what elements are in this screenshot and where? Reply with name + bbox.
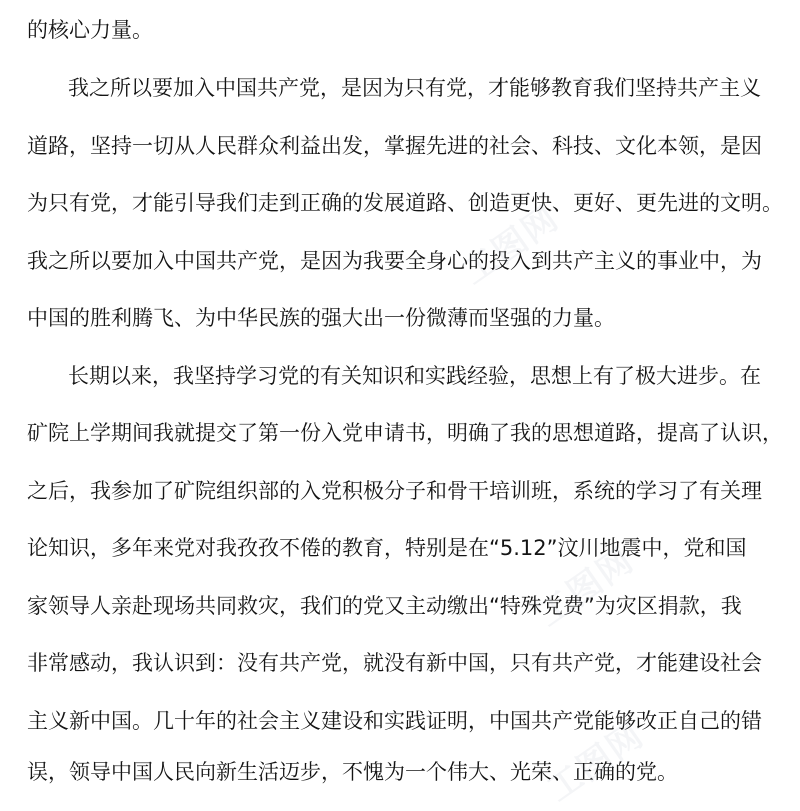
text-line: 主义新中国。几十年的社会主义建设和实践证明，中国共产党能够改正自己的错 <box>27 709 762 733</box>
text-line: 中国的胜利腾飞、为中华民族的强大出一份微薄而坚强的力量。 <box>27 306 615 330</box>
watermark: 工图网 <box>540 715 652 810</box>
text-line: 之后，我参加了矿院组织部的入党积极分子和骨干培训班，系统的学习了有关理 <box>27 479 762 503</box>
text-line: 非常感动，我认识到：没有共产党，就没有新中国，只有共产党，才能建设社会 <box>27 651 762 675</box>
text-line: 论知识，多年来党对我孜孜不倦的教育，特别是在“5.12”汶川地震中，党和国 <box>27 536 747 560</box>
watermark: 工图网 <box>530 540 642 635</box>
watermark: 工图网 <box>455 198 567 293</box>
paragraph-first-line: 我之所以要加入中国共产党，是因为只有党，才能够教育我们坚持共产主义 <box>68 76 761 100</box>
text-line: 误，领导中国人民向新生活迈步，不愧为一个伟大、光荣、正确的党。 <box>27 760 678 784</box>
text-line: 家领导人亲赴现场共同救灾，我们的党又主动缴出“特殊党费”为灾区捐款，我 <box>27 594 742 618</box>
text-line: 道路，坚持一切从人民群众利益出发，掌握先进的社会、科技、文化本领，是因 <box>27 134 762 158</box>
text-line: 的核心力量。 <box>27 18 153 42</box>
text-line: 矿院上学期间我就提交了第一份入党申请书，明确了我的思想道路，提高了认识， <box>27 421 783 445</box>
paragraph-first-line: 长期以来，我坚持学习党的有关知识和实践经验，思想上有了极大进步。在 <box>68 364 761 388</box>
text-line: 为只有党，才能引导我们走到正确的发展道路、创造更快、更好、更先进的文明。 <box>27 191 783 215</box>
text-line: 我之所以要加入中国共产党，是因为我要全身心的投入到共产主义的事业中，为 <box>27 249 762 273</box>
